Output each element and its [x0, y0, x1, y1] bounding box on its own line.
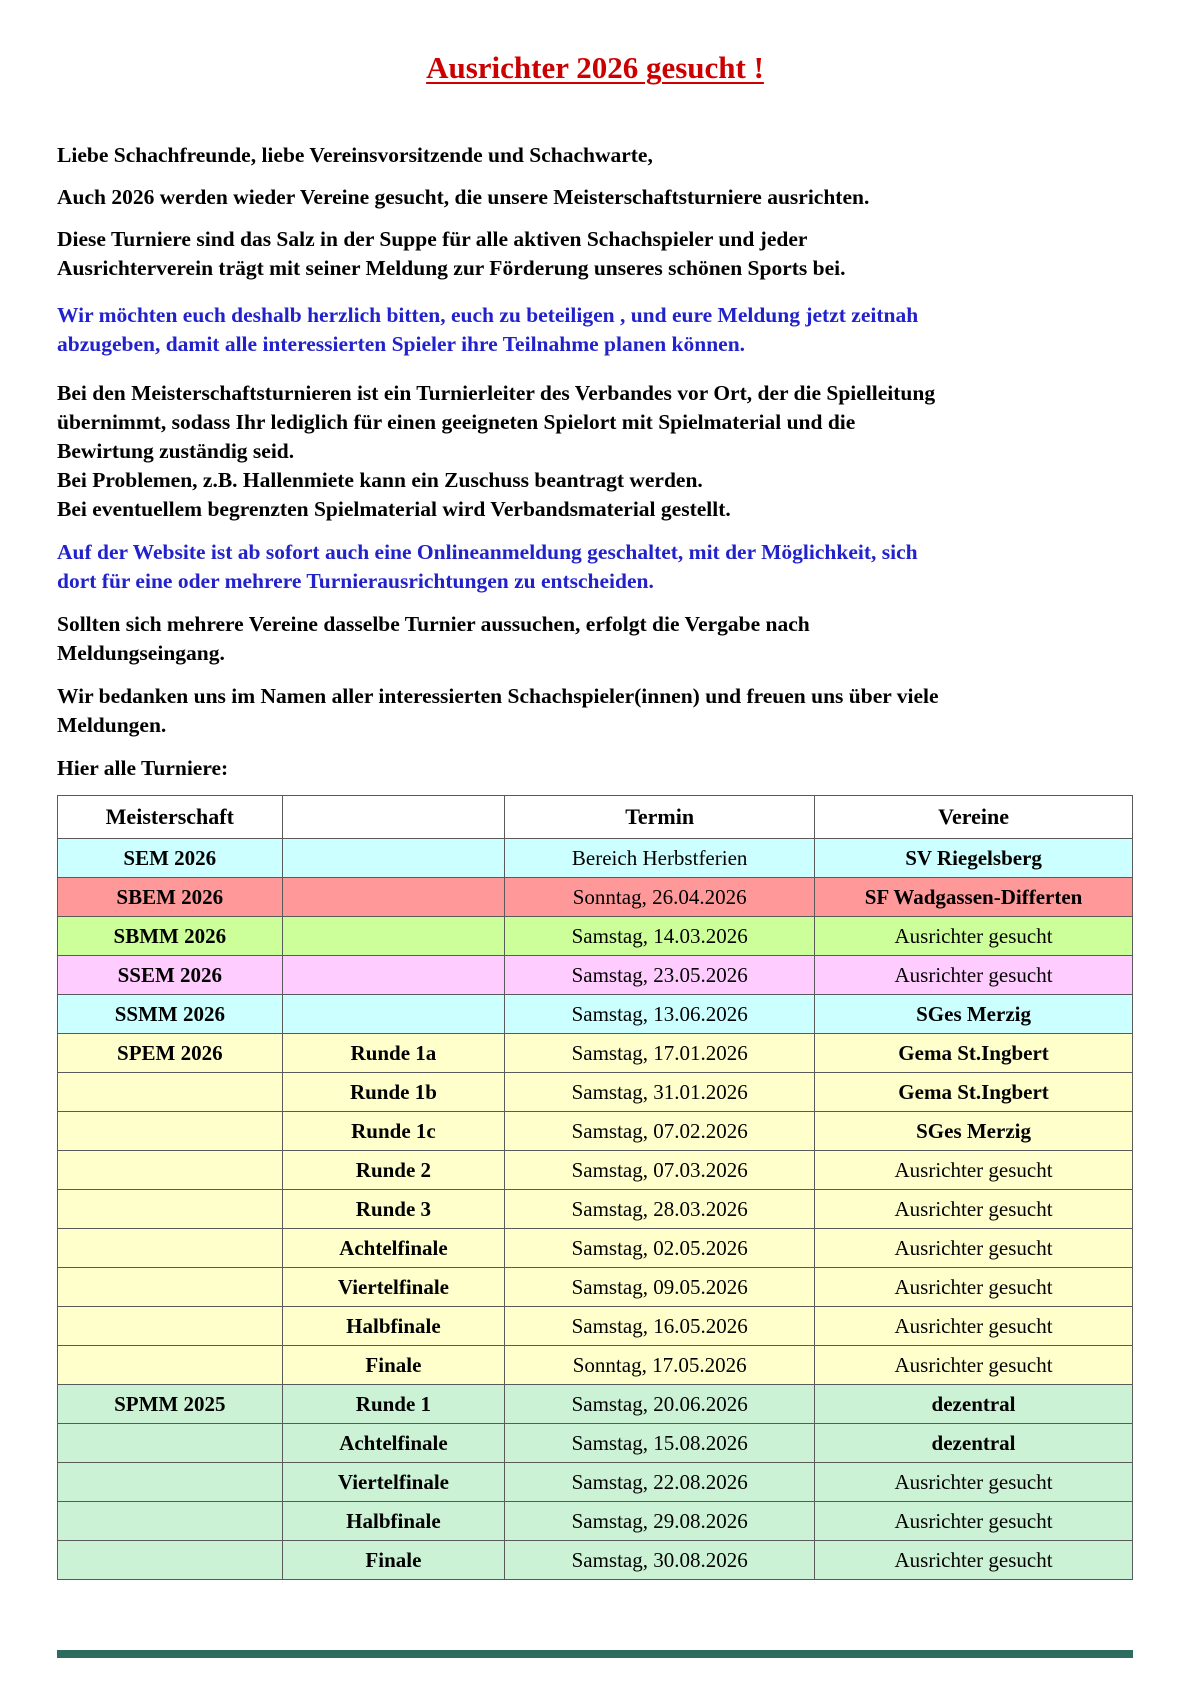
cell-termin: Samstag, 31.01.2026 — [505, 1073, 815, 1112]
table-row — [58, 1073, 1133, 1112]
table-row — [58, 1541, 1133, 1580]
cell-termin: Samstag, 23.05.2026 — [505, 956, 815, 995]
text-line: Diese Turniere sind das Salz in der Suppe für alle aktiven Schachspieler und jeder — [57, 227, 808, 251]
cutoff-row-bar — [57, 1650, 1133, 1658]
cell-meisterschaft — [58, 1151, 283, 1190]
cell-termin: Bereich Herbstferien — [505, 839, 815, 878]
cell-runde: Achtelfinale — [282, 1229, 505, 1268]
cell-vereine: Ausrichter gesucht — [815, 1268, 1133, 1307]
tournament-table — [57, 795, 1133, 1580]
cell-vereine: Ausrichter gesucht — [815, 1190, 1133, 1229]
cell-termin: Samstag, 09.05.2026 — [505, 1268, 815, 1307]
cell-vereine: dezentral — [815, 1424, 1133, 1463]
table-row — [58, 995, 1133, 1034]
cell-vereine: Ausrichter gesucht — [815, 1541, 1133, 1580]
cell-termin: Samstag, 16.05.2026 — [505, 1307, 815, 1346]
cell-runde: Runde 1b — [282, 1073, 505, 1112]
cell-runde — [282, 878, 505, 917]
table-row — [58, 1385, 1133, 1424]
cell-termin: Samstag, 22.08.2026 — [505, 1463, 815, 1502]
table-row — [58, 956, 1133, 995]
cell-runde: Runde 1c — [282, 1112, 505, 1151]
cell-runde — [282, 917, 505, 956]
text-line: Meldungen. — [57, 713, 167, 737]
cell-termin: Samstag, 30.08.2026 — [505, 1541, 815, 1580]
text-line: Auf der Website ist ab sofort auch eine Onlineanmeldung geschaltet, mit der Möglichkeit, sich — [57, 540, 918, 564]
table-row — [58, 839, 1133, 878]
cell-termin: Samstag, 07.02.2026 — [505, 1112, 815, 1151]
cell-termin: Samstag, 07.03.2026 — [505, 1151, 815, 1190]
cell-vereine: Gema St.Ingbert — [815, 1073, 1133, 1112]
cell-vereine: SF Wadgassen-Differten — [815, 878, 1133, 917]
cell-meisterschaft — [58, 1073, 283, 1112]
paragraph-online-registration — [57, 538, 1153, 596]
table-row — [58, 1463, 1133, 1502]
paragraph-intro — [57, 183, 1153, 212]
text-line: Bei den Meisterschaftsturnieren ist ein Turnierleiter des Verbandes vor Ort, der die Spielleitung — [57, 381, 936, 405]
cell-termin: Sonntag, 17.05.2026 — [505, 1346, 815, 1385]
table-row — [58, 917, 1133, 956]
cell-runde: Runde 3 — [282, 1190, 505, 1229]
cell-meisterschaft — [58, 1463, 283, 1502]
cell-meisterschaft — [58, 1307, 283, 1346]
text-line: Meldungseingang. — [57, 641, 225, 665]
table-row — [58, 1424, 1133, 1463]
table-row — [58, 1307, 1133, 1346]
tournament-table-body — [58, 839, 1133, 1580]
cell-runde: Runde 1a — [282, 1034, 505, 1073]
table-row — [58, 1346, 1133, 1385]
table-row — [58, 1034, 1133, 1073]
cell-runde: Finale — [282, 1541, 505, 1580]
cell-vereine: SGes Merzig — [815, 995, 1133, 1034]
text-line: Auch 2026 werden wieder Vereine gesucht, die unsere Meisterschaftsturniere ausrichten. — [57, 185, 870, 209]
cell-meisterschaft — [58, 1112, 283, 1151]
cell-meisterschaft: SPEM 2026 — [58, 1034, 283, 1073]
text-line: übernimmt, sodass Ihr lediglich für einen geeigneten Spielort mit Spielmaterial und die — [57, 410, 856, 434]
paragraph-appeal — [57, 301, 1153, 359]
cell-termin: Samstag, 02.05.2026 — [505, 1229, 815, 1268]
cell-vereine: Ausrichter gesucht — [815, 1463, 1133, 1502]
table-row — [58, 1112, 1133, 1151]
text-line: Bewirtung zuständig seid. — [57, 439, 295, 463]
header-meisterschaft: Meisterschaft — [58, 796, 283, 839]
cell-runde: Viertelfinale — [282, 1268, 505, 1307]
cell-runde: Runde 1 — [282, 1385, 505, 1424]
cell-termin: Samstag, 17.01.2026 — [505, 1034, 815, 1073]
table-row — [58, 1229, 1133, 1268]
paragraph-allocation — [57, 610, 1153, 668]
cell-meisterschaft: SSMM 2026 — [58, 995, 283, 1034]
cell-termin: Samstag, 15.08.2026 — [505, 1424, 815, 1463]
page-title: Ausrichter 2026 gesucht ! — [426, 50, 764, 85]
paragraph-table-lead-in — [57, 754, 1153, 783]
cell-vereine: Ausrichter gesucht — [815, 917, 1133, 956]
cell-meisterschaft: SBEM 2026 — [58, 878, 283, 917]
cell-runde — [282, 995, 505, 1034]
cell-vereine: Ausrichter gesucht — [815, 1151, 1133, 1190]
table-row — [58, 1268, 1133, 1307]
cell-runde: Halbfinale — [282, 1502, 505, 1541]
cell-meisterschaft: SEM 2026 — [58, 839, 283, 878]
header-runde — [282, 796, 505, 839]
cell-runde — [282, 956, 505, 995]
cell-vereine: Ausrichter gesucht — [815, 1307, 1133, 1346]
cell-vereine: Gema St.Ingbert — [815, 1034, 1133, 1073]
cell-meisterschaft — [58, 1229, 283, 1268]
text-line: Wir möchten euch deshalb herzlich bitten, euch zu beteiligen , und eure Meldung jetzt zeitnah — [57, 303, 919, 327]
paragraph-organisation — [57, 379, 1153, 524]
cell-meisterschaft: SPMM 2025 — [58, 1385, 283, 1424]
cell-runde: Viertelfinale — [282, 1463, 505, 1502]
cell-termin: Samstag, 20.06.2026 — [505, 1385, 815, 1424]
cell-termin: Samstag, 29.08.2026 — [505, 1502, 815, 1541]
document-content — [57, 0, 1153, 1580]
cell-vereine: Ausrichter gesucht — [815, 1502, 1133, 1541]
cell-runde: Halbfinale — [282, 1307, 505, 1346]
cell-meisterschaft — [58, 1190, 283, 1229]
header-termin: Termin — [505, 796, 815, 839]
text-line: Sollten sich mehrere Vereine dasselbe Turnier aussuchen, erfolgt die Vergabe nach — [57, 612, 810, 636]
paragraph-importance — [57, 225, 1153, 283]
text-line: Ausrichterverein trägt mit seiner Meldung zur Förderung unseres schönen Sports bei. — [57, 256, 846, 280]
cell-meisterschaft: SBMM 2026 — [58, 917, 283, 956]
text-line: Bei Problemen, z.B. Hallenmiete kann ein Zuschuss beantragt werden. — [57, 468, 703, 492]
cell-meisterschaft — [58, 1541, 283, 1580]
cell-meisterschaft — [58, 1424, 283, 1463]
cell-vereine: Ausrichter gesucht — [815, 1346, 1133, 1385]
text-line: Wir bedanken uns im Namen aller interessierten Schachspieler(innen) und freuen uns über viele — [57, 684, 939, 708]
text-line: Liebe Schachfreunde, liebe Vereinsvorsitzende und Schachwarte, — [57, 143, 653, 167]
cell-runde: Finale — [282, 1346, 505, 1385]
text-line: Hier alle Turniere: — [57, 756, 229, 780]
text-line: dort für eine oder mehrere Turnierausrichtungen zu entscheiden. — [57, 569, 654, 593]
table-row — [58, 1151, 1133, 1190]
paragraph-greeting — [57, 141, 1153, 170]
cell-termin: Sonntag, 26.04.2026 — [505, 878, 815, 917]
paragraph-thanks — [57, 682, 1153, 740]
table-row — [58, 878, 1133, 917]
cell-vereine: Ausrichter gesucht — [815, 956, 1133, 995]
cell-vereine: Ausrichter gesucht — [815, 1229, 1133, 1268]
cell-runde: Achtelfinale — [282, 1424, 505, 1463]
cell-runde — [282, 839, 505, 878]
table-row — [58, 1502, 1133, 1541]
cell-termin: Samstag, 13.06.2026 — [505, 995, 815, 1034]
cell-meisterschaft — [58, 1268, 283, 1307]
header-vereine: Vereine — [815, 796, 1133, 839]
cell-meisterschaft — [58, 1502, 283, 1541]
cell-vereine: SV Riegelsberg — [815, 839, 1133, 878]
cell-vereine: dezentral — [815, 1385, 1133, 1424]
text-line: Bei eventuellem begrenzten Spielmaterial wird Verbandsmaterial gestellt. — [57, 497, 731, 521]
cell-termin: Samstag, 28.03.2026 — [505, 1190, 815, 1229]
cell-runde: Runde 2 — [282, 1151, 505, 1190]
table-row — [58, 1190, 1133, 1229]
table-header-row — [58, 796, 1133, 839]
cell-termin: Samstag, 14.03.2026 — [505, 917, 815, 956]
cell-vereine: SGes Merzig — [815, 1112, 1133, 1151]
text-line: abzugeben, damit alle interessierten Spieler ihre Teilnahme planen können. — [57, 332, 746, 356]
cell-meisterschaft — [58, 1346, 283, 1385]
cell-meisterschaft: SSEM 2026 — [58, 956, 283, 995]
